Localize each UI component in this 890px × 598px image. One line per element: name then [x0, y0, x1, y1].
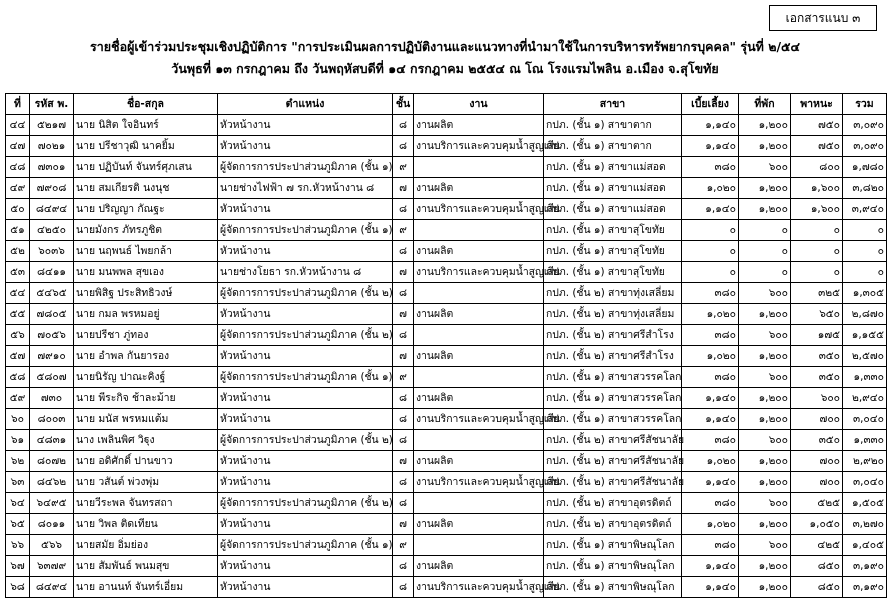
- cell-level: ๘: [393, 577, 414, 598]
- table-row: [6, 535, 887, 556]
- header-col-position: ตำแหน่ง: [218, 94, 393, 115]
- document-subtitle: วันพุธที่ ๑๓ กรกฎาคม ถึง วันพฤหัสบดีที่ ๑๔ กรกฎาคม ๒๕๕๔ ณ โณ โรงแรมไพลิน อ.เมือง จ.สุโขทัย: [171, 61, 719, 76]
- table-row: [6, 157, 887, 178]
- cell-level: ๘: [393, 556, 414, 577]
- cell-branch: กปภ. (ชั้น ๑) สาขาพิษณุโลก: [544, 535, 682, 556]
- cell-branch: กปภ. (ชั้น ๑) สาขาตาก: [544, 115, 682, 136]
- cell-work: งานผลิต: [414, 304, 544, 325]
- cell-work: งานผลิต: [414, 346, 544, 367]
- cell-emp-id: ๗๓๐๑: [30, 157, 74, 178]
- cell-no: ๖๖: [6, 535, 30, 556]
- header-col-emp-id: รหัส พ.: [30, 94, 74, 115]
- cell-lodging: ๖๐๐: [739, 493, 791, 514]
- cell-work: [414, 157, 544, 178]
- cell-total: ๓,๐๙๐: [843, 115, 887, 136]
- cell-transport: ๘๐๐: [791, 157, 843, 178]
- table-row: [6, 388, 887, 409]
- cell-branch: กปภ. (ชั้น ๑) สาขาแม่สอด: [544, 157, 682, 178]
- cell-branch: กปภ. (ชั้น ๑) สาขาสุโขทัย: [544, 241, 682, 262]
- cell-name: นาย ปรีชาวุฒิ นาคยิ้ม: [74, 136, 218, 157]
- cell-allowance: ๑,๐๒๐: [682, 451, 739, 472]
- cell-transport: ๗๕๐: [791, 115, 843, 136]
- table-row: [6, 346, 887, 367]
- cell-lodging: ๑,๒๐๐: [739, 304, 791, 325]
- cell-lodging: ๐: [739, 220, 791, 241]
- cell-emp-id: ๖๓๗๙: [30, 556, 74, 577]
- cell-allowance: ๐: [682, 220, 739, 241]
- cell-level: ๘: [393, 388, 414, 409]
- cell-no: ๔๙: [6, 178, 30, 199]
- cell-level: ๘: [393, 493, 414, 514]
- cell-transport: ๑,๖๐๐: [791, 199, 843, 220]
- cell-name: นายสมัย อิ่มย่อง: [74, 535, 218, 556]
- cell-work: [414, 535, 544, 556]
- cell-total: ๑,๗๘๐: [843, 157, 887, 178]
- cell-no: ๔๘: [6, 157, 30, 178]
- cell-level: ๗: [393, 451, 414, 472]
- cell-lodging: ๑,๒๐๐: [739, 556, 791, 577]
- cell-work: งานผลิต: [414, 388, 544, 409]
- cell-branch: กปภ. (ชั้น ๑) สาขาสวรรคโลก: [544, 388, 682, 409]
- cell-emp-id: ๘๐๐๓: [30, 409, 74, 430]
- cell-allowance: ๑,๐๒๐: [682, 304, 739, 325]
- cell-work: [414, 493, 544, 514]
- cell-branch: กปภ. (ชั้น ๒) สาขาศรีสำโรง: [544, 325, 682, 346]
- cell-name: นาย วสันต์ พ่วงพุ่ม: [74, 472, 218, 493]
- cell-name: นายปรีชา ภู่ทอง: [74, 325, 218, 346]
- cell-transport: ๓๕๐: [791, 430, 843, 451]
- cell-name: นาย อานนท์ จันทร์เอี่ยม: [74, 577, 218, 598]
- cell-name: นายมังกร ภัทรภูชิต: [74, 220, 218, 241]
- cell-lodging: ๑,๒๐๐: [739, 136, 791, 157]
- cell-position: หัวหน้างาน: [218, 346, 393, 367]
- cell-emp-id: ๗๙๐๘: [30, 178, 74, 199]
- cell-lodging: ๖๐๐: [739, 535, 791, 556]
- cell-no: ๕๙: [6, 388, 30, 409]
- cell-transport: ๑,๖๐๐: [791, 178, 843, 199]
- cell-level: ๘: [393, 283, 414, 304]
- cell-position: หัวหน้างาน: [218, 556, 393, 577]
- cell-no: ๕๘: [6, 367, 30, 388]
- cell-allowance: ๑,๑๔๐: [682, 556, 739, 577]
- cell-no: ๖๒: [6, 451, 30, 472]
- cell-allowance: ๑,๑๔๐: [682, 115, 739, 136]
- table-row: [6, 430, 887, 451]
- cell-no: ๖๐: [6, 409, 30, 430]
- table-row: [6, 136, 887, 157]
- attachment-label: เอกสารแนบ ๓: [769, 5, 877, 31]
- cell-branch: กปภ. (ชั้น ๑) สาขาสุโขทัย: [544, 220, 682, 241]
- cell-lodging: ๖๐๐: [739, 283, 791, 304]
- cell-no: ๕๐: [6, 199, 30, 220]
- cell-name: นาย วิพล ติดเทียน: [74, 514, 218, 535]
- cell-transport: ๐: [791, 220, 843, 241]
- cell-work: [414, 367, 544, 388]
- cell-work: งานผลิต: [414, 556, 544, 577]
- cell-position: ผู้จัดการการประปาส่วนภูมิภาค (ชั้น ๒): [218, 493, 393, 514]
- cell-work: งานบริการและควบคุมน้ำสูญเสีย: [414, 136, 544, 157]
- cell-emp-id: ๗๐๒๑: [30, 136, 74, 157]
- cell-name: นาย อดิศักดิ์ ปานขาว: [74, 451, 218, 472]
- header-col-lodging: ที่พัก: [739, 94, 791, 115]
- cell-branch: กปภ. (ชั้น ๒) สาขาอุตรดิตถ์: [544, 514, 682, 535]
- cell-position: ผู้จัดการการประปาส่วนภูมิภาค (ชั้น ๑): [218, 367, 393, 388]
- cell-level: ๙: [393, 157, 414, 178]
- cell-allowance: ๑,๐๒๐: [682, 346, 739, 367]
- header-col-name: ชื่อ-สกุล: [74, 94, 218, 115]
- header-col-transport: พาหนะ: [791, 94, 843, 115]
- table-row: [6, 451, 887, 472]
- table-row: [6, 283, 887, 304]
- cell-emp-id: ๘๔๙๔: [30, 199, 74, 220]
- table-body: [6, 115, 887, 598]
- cell-name: นาย ปฏิบันท์ จันทร์ศุภเสน: [74, 157, 218, 178]
- cell-name: นาย พีระกิจ ช้าละม้าย: [74, 388, 218, 409]
- cell-position: หัวหน้างาน: [218, 199, 393, 220]
- cell-allowance: ๓๘๐: [682, 283, 739, 304]
- cell-allowance: ๓๘๐: [682, 157, 739, 178]
- cell-level: ๙: [393, 220, 414, 241]
- cell-no: ๖๘: [6, 577, 30, 598]
- cell-work: งานบริการและควบคุมน้ำสูญเสีย: [414, 199, 544, 220]
- cell-emp-id: ๘๔๙๔: [30, 577, 74, 598]
- cell-position: หัวหน้างาน: [218, 241, 393, 262]
- cell-total: ๒,๙๔๐: [843, 388, 887, 409]
- cell-lodging: ๑,๒๐๐: [739, 577, 791, 598]
- cell-total: ๑,๓๐๕: [843, 283, 887, 304]
- cell-position: หัวหน้างาน: [218, 577, 393, 598]
- cell-name: นาย สมเกียรติ นงนุช: [74, 178, 218, 199]
- cell-no: ๕๗: [6, 346, 30, 367]
- table-row: [6, 220, 887, 241]
- cell-branch: กปภ. (ชั้น ๒) สาขาศรีสัชนาลัย: [544, 451, 682, 472]
- cell-position: หัวหน้างาน: [218, 136, 393, 157]
- cell-position: หัวหน้างาน: [218, 304, 393, 325]
- cell-total: ๐: [843, 220, 887, 241]
- cell-lodging: ๖๐๐: [739, 430, 791, 451]
- table-row: [6, 367, 887, 388]
- table-row: [6, 409, 887, 430]
- cell-work: [414, 325, 544, 346]
- cell-emp-id: ๘๐๗๒: [30, 451, 74, 472]
- cell-transport: ๓๕๐: [791, 367, 843, 388]
- cell-branch: กปภ. (ชั้น ๒) สาขาทุ่งเสลี่ยม: [544, 304, 682, 325]
- cell-lodging: ๑,๒๐๐: [739, 472, 791, 493]
- cell-position: หัวหน้างาน: [218, 388, 393, 409]
- cell-level: ๘: [393, 241, 414, 262]
- cell-position: หัวหน้างาน: [218, 409, 393, 430]
- cell-level: ๘: [393, 199, 414, 220]
- cell-branch: กปภ. (ชั้น ๒) สาขาทุ่งเสลี่ยม: [544, 283, 682, 304]
- cell-allowance: ๑,๑๔๐: [682, 472, 739, 493]
- cell-level: ๙: [393, 367, 414, 388]
- cell-branch: กปภ. (ชั้น ๒) สาขาศรีสำโรง: [544, 346, 682, 367]
- cell-branch: กปภ. (ชั้น ๒) สาขาศรีสัชนาลัย: [544, 430, 682, 451]
- cell-no: ๕๕: [6, 304, 30, 325]
- cell-transport: ๖๐๐: [791, 388, 843, 409]
- cell-transport: ๑๗๕: [791, 325, 843, 346]
- cell-total: ๓,๘๒๐: [843, 178, 887, 199]
- cell-work: งานบริการและควบคุมน้ำสูญเสีย: [414, 577, 544, 598]
- header-row: [6, 94, 887, 115]
- cell-lodging: ๑,๒๐๐: [739, 409, 791, 430]
- cell-allowance: ๐: [682, 241, 739, 262]
- cell-name: นาย นฤพนธ์ ไพยกล้า: [74, 241, 218, 262]
- cell-transport: ๗๐๐: [791, 409, 843, 430]
- cell-lodging: ๖๐๐: [739, 367, 791, 388]
- cell-allowance: ๑,๑๔๐: [682, 577, 739, 598]
- cell-branch: กปภ. (ชั้น ๑) สาขาแม่สอด: [544, 199, 682, 220]
- header-col-allowance: เบี้ยเลี้ยง: [682, 94, 739, 115]
- cell-lodging: ๑,๒๐๐: [739, 346, 791, 367]
- cell-no: ๕๑: [6, 220, 30, 241]
- cell-total: ๑,๑๕๕: [843, 325, 887, 346]
- cell-level: ๗: [393, 304, 414, 325]
- cell-total: ๑,๓๓๐: [843, 430, 887, 451]
- cell-total: ๓,๑๙๐: [843, 577, 887, 598]
- cell-transport: ๘๕๐: [791, 556, 843, 577]
- cell-total: ๐: [843, 241, 887, 262]
- cell-work: งานบริการและควบคุมน้ำสูญเสีย: [414, 409, 544, 430]
- cell-work: งานผลิต: [414, 178, 544, 199]
- cell-no: ๕๒: [6, 241, 30, 262]
- cell-lodging: ๑,๒๐๐: [739, 178, 791, 199]
- header-col-level: ชั้น: [393, 94, 414, 115]
- cell-allowance: ๐: [682, 262, 739, 283]
- cell-emp-id: ๔๒๕๐: [30, 220, 74, 241]
- cell-position: หัวหน้างาน: [218, 472, 393, 493]
- cell-work: งานบริการและควบคุมน้ำสูญเสีย: [414, 472, 544, 493]
- cell-no: ๕๓: [6, 262, 30, 283]
- cell-emp-id: ๕๒๑๗: [30, 115, 74, 136]
- cell-total: ๓,๑๙๐: [843, 556, 887, 577]
- cell-name: นาย สัมพันธ์ พนมสุข: [74, 556, 218, 577]
- cell-position: ผู้จัดการการประปาส่วนภูมิภาค (ชั้น ๑): [218, 535, 393, 556]
- cell-branch: กปภ. (ชั้น ๑) สาขาสวรรคโลก: [544, 367, 682, 388]
- cell-level: ๘: [393, 136, 414, 157]
- header-col-branch: สาขา: [544, 94, 682, 115]
- cell-position: ผู้จัดการการประปาส่วนภูมิภาค (ชั้น ๑): [218, 220, 393, 241]
- header-col-work: งาน: [414, 94, 544, 115]
- cell-position: หัวหน้างาน: [218, 514, 393, 535]
- cell-allowance: ๓๘๐: [682, 493, 739, 514]
- cell-work: งานบริการและควบคุมน้ำสูญเสีย: [414, 262, 544, 283]
- cell-branch: กปภ. (ชั้น ๑) สาขาแม่สอด: [544, 178, 682, 199]
- cell-position: ผู้จัดการการประปาส่วนภูมิภาค (ชั้น ๒): [218, 325, 393, 346]
- cell-lodging: ๑,๒๐๐: [739, 115, 791, 136]
- cell-level: ๗: [393, 178, 414, 199]
- cell-transport: ๑,๐๕๐: [791, 514, 843, 535]
- table-row: [6, 304, 887, 325]
- cell-level: ๘: [393, 325, 414, 346]
- cell-total: ๓,๙๔๐: [843, 199, 887, 220]
- cell-branch: กปภ. (ชั้น ๒) สาขาศรีสัชนาลัย: [544, 472, 682, 493]
- cell-work: [414, 283, 544, 304]
- cell-emp-id: ๕๘๐๗: [30, 367, 74, 388]
- cell-transport: ๐: [791, 241, 843, 262]
- cell-position: ผู้จัดการการประปาส่วนภูมิภาค (ชั้น ๒): [218, 430, 393, 451]
- cell-emp-id: ๕๖๖: [30, 535, 74, 556]
- participant-table: [5, 93, 887, 598]
- cell-lodging: ๖๐๐: [739, 325, 791, 346]
- table-row: [6, 556, 887, 577]
- cell-position: นายช่างโยธา รก.หัวหน้างาน ๘: [218, 262, 393, 283]
- header-col-total: รวม: [843, 94, 887, 115]
- table-row: [6, 514, 887, 535]
- cell-level: ๗: [393, 514, 414, 535]
- cell-total: ๒,๘๗๐: [843, 304, 887, 325]
- cell-no: ๖๓: [6, 472, 30, 493]
- cell-level: ๘: [393, 409, 414, 430]
- cell-work: งานผลิต: [414, 241, 544, 262]
- cell-branch: กปภ. (ชั้น ๑) สาขาพิษณุโลก: [544, 577, 682, 598]
- cell-transport: ๗๐๐: [791, 451, 843, 472]
- cell-allowance: ๓๘๐: [682, 325, 739, 346]
- cell-allowance: ๑,๑๔๐: [682, 388, 739, 409]
- cell-emp-id: ๖๔๙๕: [30, 493, 74, 514]
- cell-total: ๐: [843, 262, 887, 283]
- cell-allowance: ๓๘๐: [682, 535, 739, 556]
- cell-name: นาย มนัส พรหมแต้ม: [74, 409, 218, 430]
- cell-allowance: ๓๘๐: [682, 430, 739, 451]
- cell-level: ๘: [393, 430, 414, 451]
- cell-no: ๔๔: [6, 115, 30, 136]
- cell-position: หัวหน้างาน: [218, 115, 393, 136]
- cell-no: ๔๗: [6, 136, 30, 157]
- cell-emp-id: ๗๙๑๐: [30, 346, 74, 367]
- cell-lodging: ๑,๒๐๐: [739, 199, 791, 220]
- cell-total: ๓,๒๗๐: [843, 514, 887, 535]
- cell-transport: ๔๒๕: [791, 535, 843, 556]
- cell-name: นายวีระพล จันทรสถา: [74, 493, 218, 514]
- cell-transport: ๐: [791, 262, 843, 283]
- cell-emp-id: ๘๐๑๑: [30, 514, 74, 535]
- cell-name: นาย อำพล กันยารอง: [74, 346, 218, 367]
- cell-lodging: ๑,๒๐๐: [739, 451, 791, 472]
- cell-level: ๘: [393, 472, 414, 493]
- cell-position: ผู้จัดการการประปาส่วนภูมิภาค (ชั้น ๑): [218, 157, 393, 178]
- table-row: [6, 115, 887, 136]
- cell-transport: ๓๕๐: [791, 346, 843, 367]
- cell-emp-id: ๔๘๓๑: [30, 430, 74, 451]
- cell-transport: ๖๕๐: [791, 304, 843, 325]
- cell-total: ๒,๕๗๐: [843, 346, 887, 367]
- cell-emp-id: ๘๔๑๑: [30, 262, 74, 283]
- cell-no: ๖๑: [6, 430, 30, 451]
- table-row: [6, 241, 887, 262]
- cell-work: [414, 430, 544, 451]
- cell-level: ๗: [393, 262, 414, 283]
- cell-no: ๕๖: [6, 325, 30, 346]
- cell-work: [414, 220, 544, 241]
- cell-transport: ๗๕๐: [791, 136, 843, 157]
- cell-allowance: ๓๘๐: [682, 367, 739, 388]
- cell-allowance: ๑,๑๔๐: [682, 136, 739, 157]
- cell-branch: กปภ. (ชั้น ๑) สาขาสุโขทัย: [544, 262, 682, 283]
- table-row: [6, 262, 887, 283]
- cell-emp-id: ๗๘๐๕: [30, 304, 74, 325]
- cell-allowance: ๑,๐๒๐: [682, 514, 739, 535]
- cell-name: นาย กมล พรหมอยู่: [74, 304, 218, 325]
- cell-total: ๓,๐๙๐: [843, 136, 887, 157]
- cell-no: ๖๔: [6, 493, 30, 514]
- cell-emp-id: ๘๔๖๒: [30, 472, 74, 493]
- cell-no: ๖๕: [6, 514, 30, 535]
- cell-total: ๓,๐๔๐: [843, 409, 887, 430]
- document-title: รายชื่อผู้เข้าร่วมประชุมเชิงปฏิบัติการ "การประเมินผลการปฏิบัติงานและแนวทางที่นำมาใช้ในการบริหารทรัพยากรบุคคล" รุ่นที่ ๒/๕๔: [90, 39, 800, 54]
- cell-work: งานผลิต: [414, 115, 544, 136]
- cell-emp-id: ๖๐๓๖: [30, 241, 74, 262]
- cell-allowance: ๑,๐๒๐: [682, 178, 739, 199]
- cell-level: ๘: [393, 115, 414, 136]
- cell-position: ผู้จัดการการประปาส่วนภูมิภาค (ชั้น ๒): [218, 283, 393, 304]
- cell-emp-id: ๗๐๕๖: [30, 325, 74, 346]
- cell-transport: ๗๐๐: [791, 472, 843, 493]
- cell-position: หัวหน้างาน: [218, 451, 393, 472]
- table-header: [6, 94, 887, 115]
- table-row: [6, 472, 887, 493]
- cell-branch: กปภ. (ชั้น ๑) สาขาตาก: [544, 136, 682, 157]
- header-col-no: ที่: [6, 94, 30, 115]
- cell-level: ๙: [393, 535, 414, 556]
- cell-no: ๕๔: [6, 283, 30, 304]
- cell-allowance: ๑,๑๔๐: [682, 199, 739, 220]
- cell-name: นาย มนพพล สุขเอง: [74, 262, 218, 283]
- cell-level: ๗: [393, 346, 414, 367]
- cell-emp-id: ๕๔๖๕: [30, 283, 74, 304]
- cell-branch: กปภ. (ชั้น ๑) สาขาสวรรคโลก: [544, 409, 682, 430]
- cell-transport: ๕๒๕: [791, 493, 843, 514]
- cell-no: ๖๗: [6, 556, 30, 577]
- table-row: [6, 577, 887, 598]
- cell-total: ๒,๙๒๐: [843, 451, 887, 472]
- table-row: [6, 493, 887, 514]
- cell-work: งานผลิต: [414, 514, 544, 535]
- cell-name: นายนิรัญ ปาณะคิงฐ์: [74, 367, 218, 388]
- cell-position: นายช่างไฟฟ้า ๗ รก.หัวหน้างาน ๘: [218, 178, 393, 199]
- table-row: [6, 199, 887, 220]
- cell-lodging: ๐: [739, 241, 791, 262]
- cell-lodging: ๖๐๐: [739, 157, 791, 178]
- cell-name: นาง เพลินพิศ วิฐุง: [74, 430, 218, 451]
- cell-transport: ๘๕๐: [791, 577, 843, 598]
- cell-total: ๑,๕๐๕: [843, 493, 887, 514]
- cell-transport: ๓๒๕: [791, 283, 843, 304]
- cell-lodging: ๑,๒๐๐: [739, 514, 791, 535]
- cell-emp-id: ๗๓๐: [30, 388, 74, 409]
- cell-branch: กปภ. (ชั้น ๑) สาขาพิษณุโลก: [544, 556, 682, 577]
- cell-branch: กปภ. (ชั้น ๒) สาขาอุตรดิตถ์: [544, 493, 682, 514]
- cell-name: นาย นิสิต ใจอินทร์: [74, 115, 218, 136]
- cell-allowance: ๑,๑๔๐: [682, 409, 739, 430]
- cell-lodging: ๐: [739, 262, 791, 283]
- cell-total: ๓,๐๔๐: [843, 472, 887, 493]
- table-row: [6, 178, 887, 199]
- table-row: [6, 325, 887, 346]
- cell-total: ๑,๔๐๕: [843, 535, 887, 556]
- cell-lodging: ๑,๒๐๐: [739, 388, 791, 409]
- cell-name: นายพิสิฐ ประสิทธิวงษ์: [74, 283, 218, 304]
- cell-work: งานผลิต: [414, 451, 544, 472]
- cell-total: ๑,๓๓๐: [843, 367, 887, 388]
- cell-name: นาย ปริญญา กัณฐะ: [74, 199, 218, 220]
